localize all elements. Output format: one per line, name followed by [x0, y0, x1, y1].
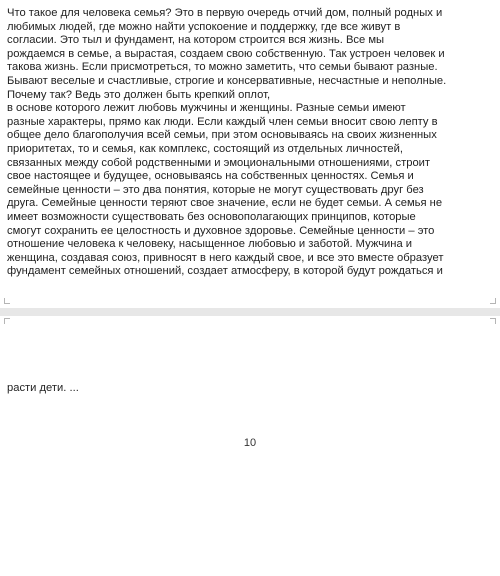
text-line: Бывают веселые и счастливые, строгие и консервативные, несчастные и неполные.: [7, 74, 447, 87]
text-line: Почему так? Ведь это должен быть крепкий оплот,: [7, 88, 271, 101]
text-line: в основе которого лежит любовь мужчины и женщины. Разные семьи имеют: [7, 102, 406, 115]
text-line: друга. Семейные ценности теряют свое значение, если не будет семьи. А семья не: [7, 197, 443, 210]
text-line: согласии. Это тыл и фундамент, на котором строится вся жизнь. Все мы: [7, 34, 385, 47]
text-line: такова жизнь. Если присмотреться, то можно заметить, что семьи бывают разные.: [7, 61, 438, 74]
page-margin-marker: [4, 298, 10, 304]
text-line: фундамент семейных отношений, создает атмосферу, в которой будут рождаться и: [7, 265, 443, 278]
text-line: связанных между собой родственными и эмоциональными отношениями, строит: [7, 156, 431, 169]
text-line: разные характеры, прямо как люди. Если каждый член семьи вносит свою лепту в: [7, 115, 438, 128]
text-line: отношение человека к человеку, насыщенное любовью и заботой. Мужчина и: [7, 238, 413, 251]
continuation-text: расти дети. ...: [7, 382, 79, 394]
page-margin-marker: [4, 318, 10, 324]
text-line: семейные ценности – это два понятия, которые не могут существовать друг без: [7, 183, 424, 196]
page-margin-marker: [490, 318, 496, 324]
text-line: Что такое для человека семья? Это в первую очередь отчий дом, полный родных и: [7, 7, 443, 19]
text-line: рождаемся в семье, а вырастая, создаем свою собственную. Так устроен человек и: [7, 47, 445, 60]
document-body-text: [7, 7, 497, 279]
page-break-gap: [0, 308, 500, 316]
text-line: смогут сохранить ее целостность и духовное здоровье. Семейные ценности – это: [7, 224, 435, 237]
page-number: 10: [243, 437, 257, 449]
text-line: общее дело благополучия всей семьи, при этом основываясь на своих жизненных: [7, 129, 437, 142]
text-line: имеет возможности существовать без основополагающих принципов, которые: [7, 210, 416, 223]
text-line: любимых людей, где можно найти успокоение и поддержку, где все живут в: [7, 20, 401, 33]
text-line: свое настоящее и будущее, основываясь на собственных ценностях. Семья и: [7, 170, 414, 183]
text-line: приоритетах, то и семья, как комплекс, состоящий из отдельных личностей,: [7, 142, 404, 155]
page-margin-marker: [490, 298, 496, 304]
text-line: женщина, создавая союз, привносят в него каждый свое, и все это вместе образует: [7, 251, 444, 264]
